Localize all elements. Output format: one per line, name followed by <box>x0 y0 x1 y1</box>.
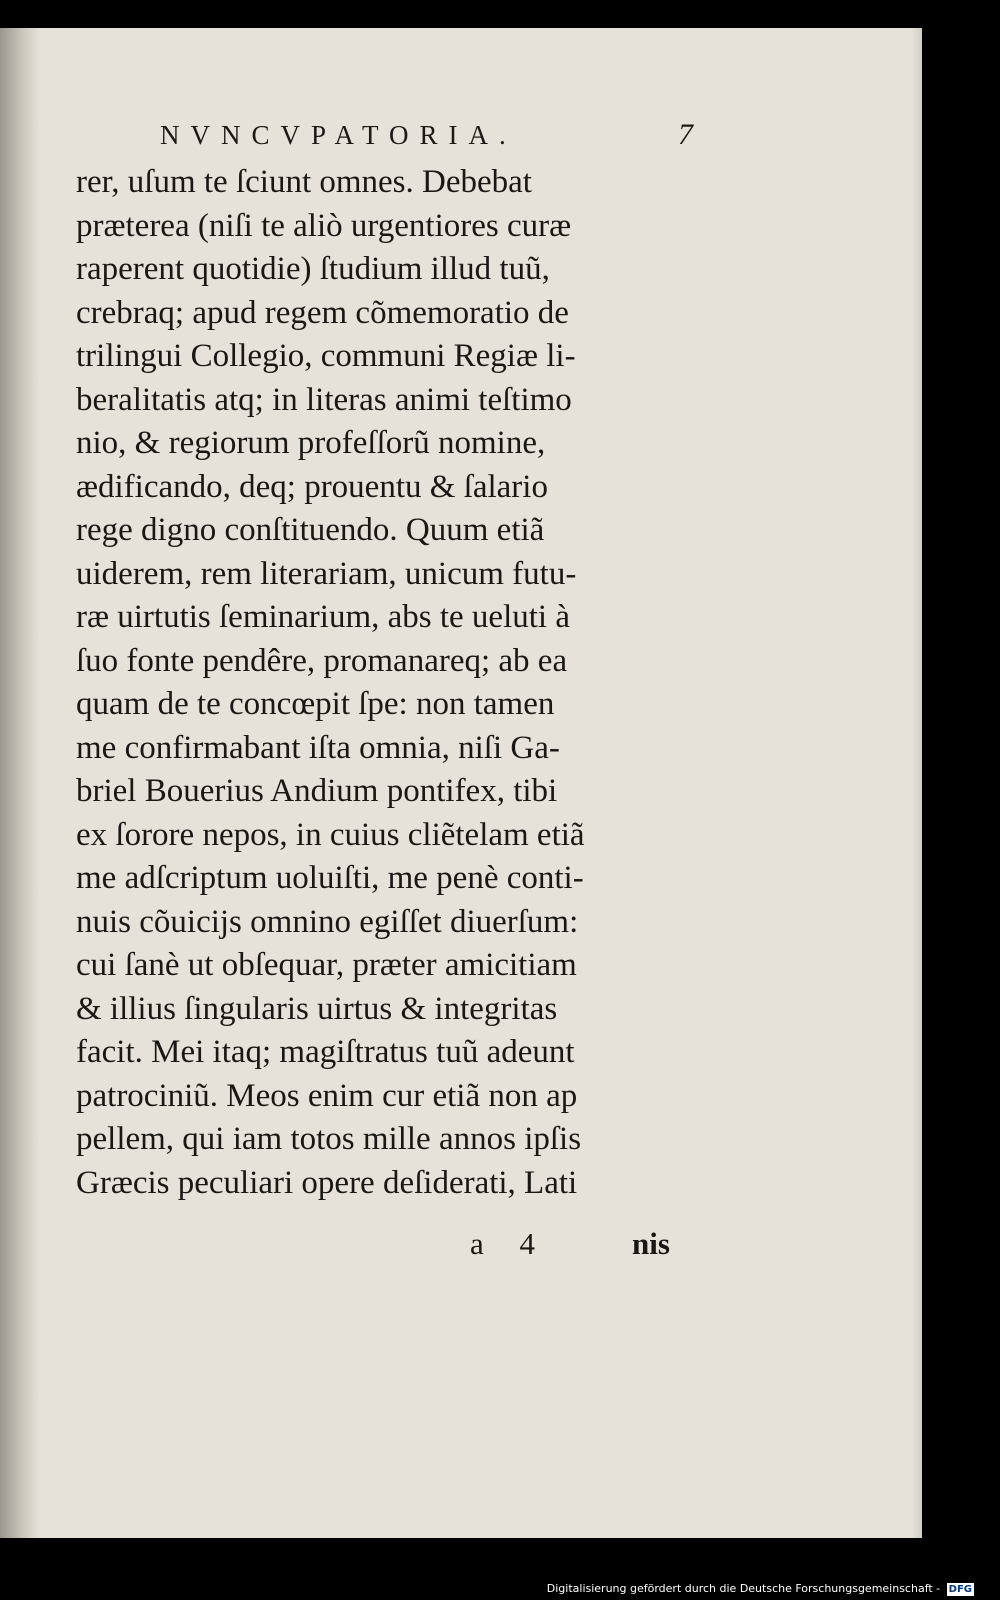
text-line: quam de te concœpit ſpe: non tamen <box>76 686 555 722</box>
text-line: beralitatis atq; in literas animi teſtimo <box>76 381 572 418</box>
page-fore-edge <box>912 28 922 1538</box>
credit-text: Digitalisierung gefördert durch die Deutsche Forschungsgemeinschaft - <box>546 1582 941 1595</box>
text-line: ædificando, deq; prouentu & ſalario <box>76 468 548 505</box>
text-line: nuis cõuicijs omnino egiſſet diuerſum: <box>76 903 579 940</box>
page-spine-shadow <box>0 28 40 1538</box>
catchword: nis <box>632 1226 670 1261</box>
text-line: pellem, qui iam totos mille annos ipſis <box>76 1121 582 1157</box>
text-line: rer, uſum te ſciunt omnes. Debebat <box>76 164 532 200</box>
text-line: ex ſorore nepos, in cuius cliẽtelam etiã <box>76 816 585 853</box>
text-line: me adſcriptum uoluiſti, me penè conti- <box>76 860 584 896</box>
text-line: uiderem, rem literariam, unicum futu- <box>76 555 577 592</box>
text-line: ſuo fonte pendêre, promanareq; ab ea <box>76 642 568 679</box>
text-line: raperent quotidie) ſtudium illud tuũ, <box>76 251 550 287</box>
text-line: nio, & regiorum profeſſorũ nomine, <box>76 425 546 461</box>
text-line: Græcis peculiari opere deſiderati, Lati <box>76 1164 578 1201</box>
text-line: & illius ſingularis uirtus & integritas <box>76 990 558 1027</box>
book-page <box>0 28 922 1538</box>
text-line: ræ uirtutis ſeminarium, abs te ueluti à <box>76 599 570 635</box>
text-block <box>76 161 716 1205</box>
text-line: cui ſanè ut obſequar, præter amicitiam <box>76 947 577 983</box>
text-line: rege digno conſtituendo. Quum etiã <box>76 512 545 548</box>
text-line: crebraq; apud regem cõmemoratio de <box>76 294 569 331</box>
text-line: me confirmabant iſta omnia, niſi Ga- <box>76 729 560 766</box>
text-line: facit. Mei itaq; magiſtratus tuũ adeunt <box>76 1034 575 1070</box>
digitization-credit <box>547 1582 974 1596</box>
running-head: NVNCVPATORIA. <box>160 120 517 150</box>
text-line: patrociniũ. Meos enim cur etiã non ap <box>76 1077 578 1114</box>
text-line: præterea (niſi te aliò urgentiores curæ <box>76 207 572 244</box>
text-line: briel Bouerius Andium pontifex, tibi <box>76 773 558 809</box>
folio-number: 7 <box>678 118 693 151</box>
dfg-logo-icon: DFG <box>948 1584 972 1595</box>
text-line: trilingui Collegio, communi Regiæ li- <box>76 338 576 374</box>
signature-mark: a 4 <box>470 1226 550 1261</box>
